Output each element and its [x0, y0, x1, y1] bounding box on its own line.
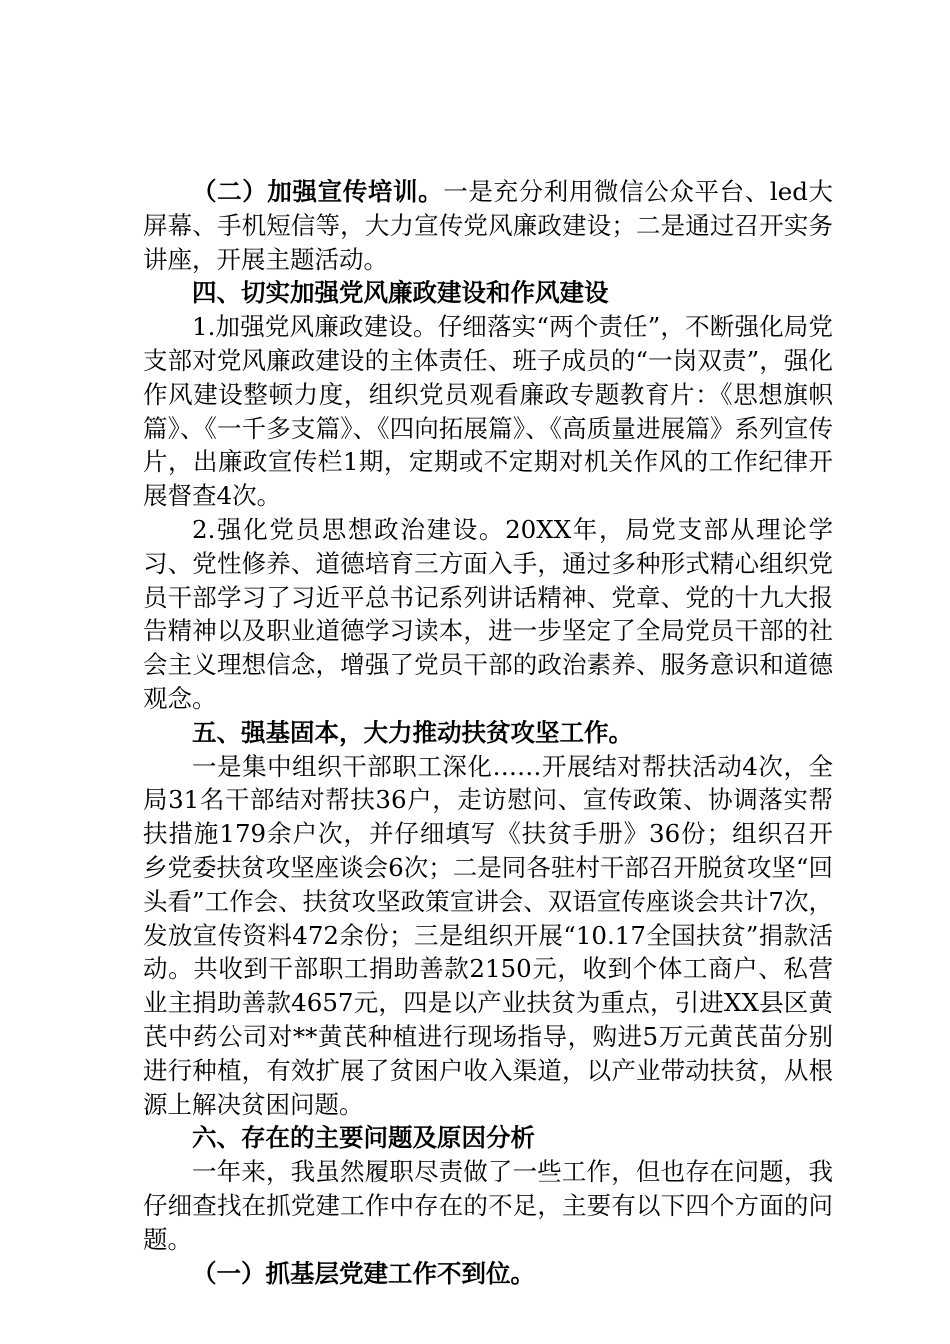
section-heading-five: 五、强基固本，大力推动扶贫攻坚工作。	[192, 717, 633, 747]
paragraph-ideological-building: 2.强化党员思想政治建设。20XX年，局党支部从理论学习、党性修养、道德培育三方面入手，通过多种形式精心组织党员干部学习了习近平总书记系列讲话精神、党章、党的十九大报告精神以及职业道德学习读本，进一步坚定了全局党员干部的社会主义理想信念，增强了党员干部的政治素养、服务意识和道德观念。	[143, 514, 833, 713]
section-heading-four: 四、切实加强党风廉政建设和作风建设	[192, 278, 609, 308]
paragraph-poverty-alleviation: 一是集中组织干部职工深化……开展结对帮扶活动4次，全局31名干部结对帮扶36户，走访慰问、宣传政策、协调落实帮扶措施179余户次，并仔细填写《扶贫手册》36份；组织召开乡党委扶贫攻坚座谈会6次；二是同各驻村干部召开脱贫攻坚“回头看”工作会、扶贫攻坚政策宣讲会、双语宣传座谈会共计7次，发放宣传资料472余份；三是组织开展“10.17全国扶贫”捐款活动。共收到干部职工捐助善款2150元，收到个体工商户、私营业主捐助善款4657元，四是以产业扶贫为重点，引进XX县区黄芪中药公司对**黄芪种植进行现场指导，购进5万元黄芪苗分别进行种植，有效扩展了贫困户收入渠道，以产业带动扶贫，从根源上解决贫困问题。	[143, 751, 833, 1119]
document-body	[143, 175, 833, 1290]
paragraph-text: 一是充分利用微信公众平台、led大屏幕、手机短信等，大力宣传党风廉政建设；二是通过召开实务讲座，开展主题活动。	[143, 177, 833, 274]
paragraph-problems-intro: 一年来，我虽然履职尽责做了一些工作，但也存在问题，我仔细查找在抓党建工作中存在的不足，主要有以下四个方面的问题。	[143, 1157, 833, 1254]
paragraph-publicity-training	[143, 175, 833, 276]
section-heading-six: 六、存在的主要问题及原因分析	[192, 1123, 535, 1153]
subsection-heading-grassroots: （一）抓基层党建工作不到位。	[192, 1258, 535, 1288]
subsection-heading-publicity: （二）加强宣传培训。	[192, 177, 444, 206]
paragraph-integrity-building: 1.加强党风廉政建设。仔细落实“两个责任”，不断强化局党支部对党风廉政建设的主体责任、班子成员的“一岗双责”，强化作风建设整顿力度，组织党员观看廉政专题教育片：《思想旗帜篇》、《一千多支篇》、《四向拓展篇》、《高质量进展篇》系列宣传片，出廉政宣传栏1期，定期或不定期对机关作风的工作纪律开展督查4次。	[143, 312, 833, 511]
